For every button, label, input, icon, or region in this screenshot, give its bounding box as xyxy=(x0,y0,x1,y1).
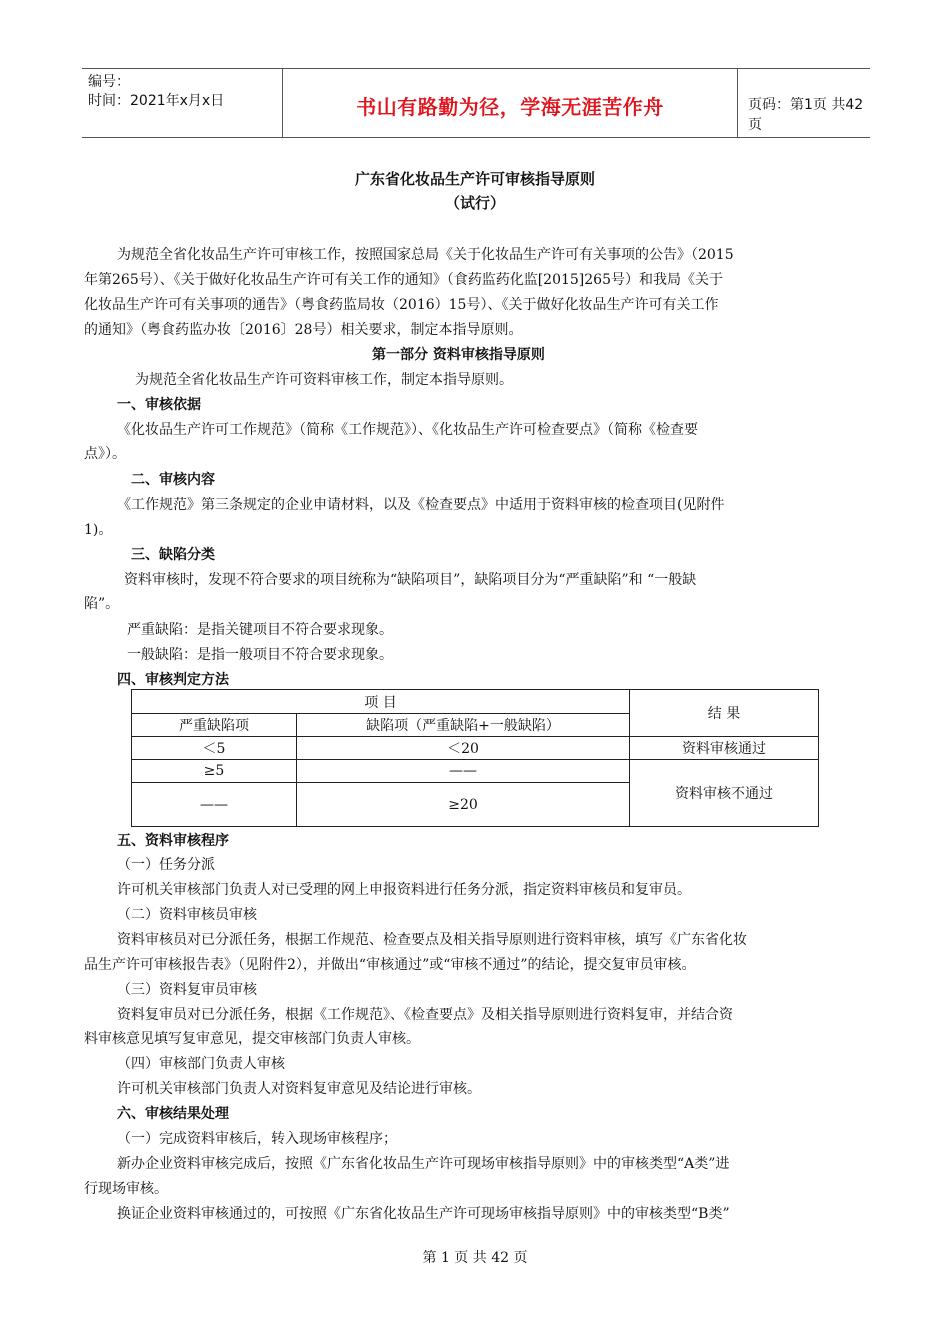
table-cell: ＜5 xyxy=(132,737,297,760)
section-5-1-title: （一）任务分派 xyxy=(117,857,215,873)
table-row xyxy=(132,760,819,783)
page-info: 页码：第1页 共42页 xyxy=(748,97,864,133)
part1-intro: 为规范全省化妆品生产许可资料审核工作，制定本指导原则。 xyxy=(135,372,513,388)
section-5-4-title: （四）审核部门负责人审核 xyxy=(117,1056,285,1072)
table-row xyxy=(132,737,819,760)
table-cell: ≥5 xyxy=(132,760,297,783)
section-3-line-1: 资料审核时，发现不符合要求的项目统称为“缺陷项目”，缺陷项目分为“严重缺陷”和 “一般缺 xyxy=(124,572,697,588)
page-header xyxy=(82,68,870,138)
section-5-3-line-2: 料审核意见填写复审意见，提交审核部门负责人审核。 xyxy=(84,1031,420,1047)
section-6-1-title: （一）完成资料审核后，转入现场审核程序； xyxy=(117,1131,397,1147)
section-2-title: 二、审核内容 xyxy=(131,472,215,488)
section-6-title: 六、审核结果处理 xyxy=(117,1106,229,1122)
section-2-line-2: 1)。 xyxy=(84,522,113,538)
section-1-line-2: 点》）。 xyxy=(84,446,126,462)
section-3-def-general: 一般缺陷：是指一般项目不符合要求现象。 xyxy=(127,647,393,663)
section-5-3-title: （三）资料复审员审核 xyxy=(117,982,257,998)
doc-subtitle: （试行） xyxy=(444,194,505,212)
section-6-1-line-1: 新办企业资料审核完成后，按照《广东省化妆品生产许可现场审核指导原则》中的审核类型“A类”进 xyxy=(117,1156,730,1172)
intro-line-4: 的通知》（粤食药监办妆〔2016〕28号）相关要求，制定本指导原则。 xyxy=(84,322,523,338)
section-3-line-2: 陷”。 xyxy=(84,596,120,612)
section-4-title: 四、审核判定方法 xyxy=(117,672,229,688)
section-3-title: 三、缺陷分类 xyxy=(131,547,215,563)
section-1-line-1: 《化妆品生产许可工作规范》（简称《工作规范》）、《化妆品生产许可检查要点》（简称《检查要 xyxy=(117,422,698,438)
section-5-2-title: （二）资料审核员审核 xyxy=(117,907,257,923)
header-meta xyxy=(82,69,282,137)
code-label: 编号： xyxy=(88,74,130,90)
table-cell: —— xyxy=(132,783,297,827)
section-5-1-text: 许可机关审核部门负责人对已受理的网上申报资料进行任务分派，指定资料审核员和复审员。 xyxy=(117,882,691,898)
section-6-1-line-2: 行现场审核。 xyxy=(84,1181,168,1197)
table-cell: 资料审核通过 xyxy=(630,737,819,760)
doc-title: 广东省化妆品生产许可审核指导原则 xyxy=(354,170,595,188)
header-motto-cell xyxy=(282,69,738,137)
section-5-title: 五、资料审核程序 xyxy=(117,833,229,849)
section-1-title: 一、审核依据 xyxy=(117,397,201,413)
section-6-2-line-1: 换证企业资料审核通过的，可按照《广东省化妆品生产许可现场审核指导原则》中的审核类型“B类” xyxy=(117,1206,730,1222)
table-header-result: 结 果 xyxy=(630,690,819,737)
table-cell: 资料审核不通过 xyxy=(630,760,819,827)
table-header-item: 项 目 xyxy=(132,690,630,714)
section-5-4-text: 许可机关审核部门负责人对资料复审意见及结论进行审核。 xyxy=(117,1081,481,1097)
page-footer: 第 1 页 共 42 页 xyxy=(422,1250,528,1266)
table-header-serious: 严重缺陷项 xyxy=(132,714,297,737)
intro-line-2: 年第265号）、《关于做好化妆品生产许可有关工作的通知》（食药监药化监[2015]265号）和我局《关于 xyxy=(84,272,723,288)
section-2-line-1: 《工作规范》第三条规定的企业申请材料，以及《检查要点》中适用于资料审核的检查项目(见附件 xyxy=(117,497,725,513)
motto-text: 书山有路勤为径，学海无涯苦作舟 xyxy=(356,95,664,119)
table-header-defect: 缺陷项（严重缺陷+一般缺陷） xyxy=(297,714,630,737)
judgement-table xyxy=(131,689,819,827)
section-3-def-serious: 严重缺陷：是指关键项目不符合要求现象。 xyxy=(127,622,393,638)
section-5-2-line-1: 资料审核员对已分派任务，根据工作规范、检查要点及相关指导原则进行资料审核，填写《广东省化妆 xyxy=(117,932,747,948)
part1-title: 第一部分 资料审核指导原则 xyxy=(372,347,545,363)
section-5-2-line-2: 品生产许可审核报告表》（见附件2），并做出“审核通过”或“审核不通过”的结论，提交复审员审核。 xyxy=(84,957,696,973)
table-cell: ≥20 xyxy=(297,783,630,827)
table-cell: —— xyxy=(297,760,630,783)
intro-line-1: 为规范全省化妆品生产许可审核工作，按照国家总局《关于化妆品生产许可有关事项的公告》（2015 xyxy=(117,247,734,263)
table-cell: ＜20 xyxy=(297,737,630,760)
section-5-3-line-1: 资料复审员对已分派任务，根据《工作规范》、《检查要点》及相关指导原则进行资料复审，并结合资 xyxy=(117,1007,733,1023)
intro-line-3: 化妆品生产许可有关事项的通告》（粤食药监局妆（2016）15号）、《关于做好化妆品生产许可有关工作 xyxy=(84,297,719,313)
time-label: 时间：2021年x月x日 xyxy=(88,93,225,109)
